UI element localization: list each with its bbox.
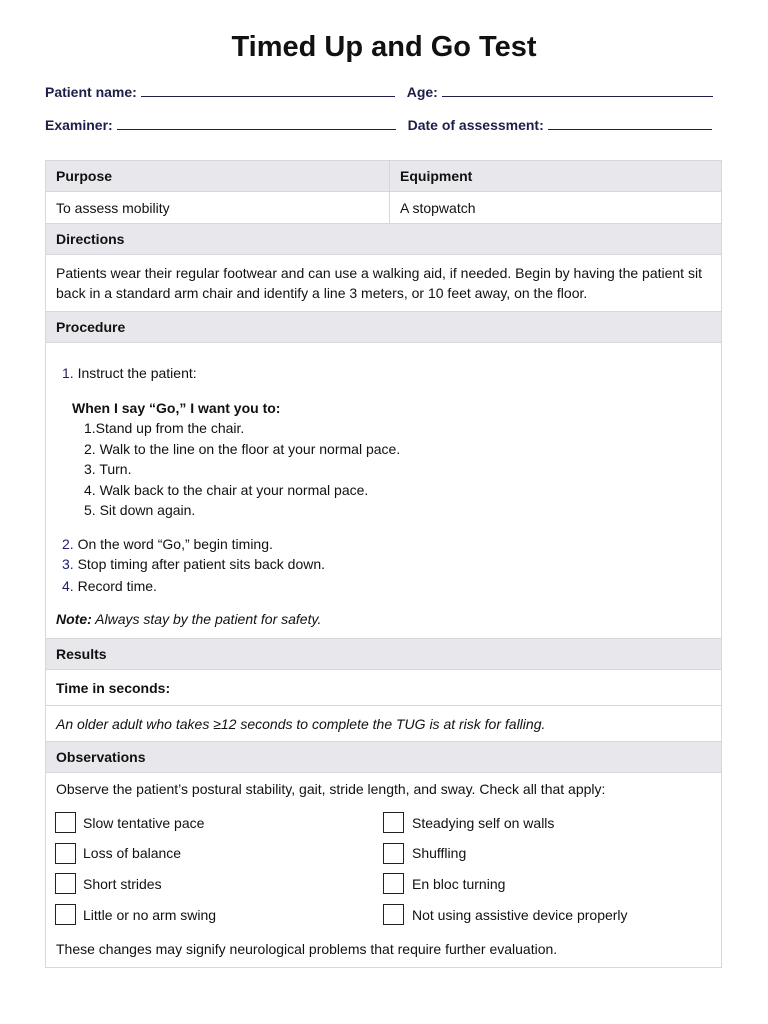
patient-info-row <box>45 82 725 100</box>
age-field[interactable] <box>442 82 713 97</box>
equipment-value: A stopwatch <box>390 192 721 224</box>
directions-header: Directions <box>46 224 721 255</box>
procedure-step-1: 1. Instruct the patient: <box>62 365 197 381</box>
examiner-field[interactable] <box>117 115 396 130</box>
checkbox-label: Loss of balance <box>83 845 182 861</box>
procedure-header: Procedure <box>46 312 721 343</box>
checkbox-label: Slow tentative pace <box>83 815 205 831</box>
checkbox-label: Not using assistive device properly <box>412 907 628 923</box>
sub-step-1: 1.Stand up from the chair. <box>84 420 245 436</box>
date-field[interactable] <box>548 115 712 130</box>
checkbox-label: Steadying self on walls <box>412 815 555 831</box>
page-title: Timed Up and Go Test <box>231 31 537 63</box>
checkbox-arm-swing[interactable] <box>55 904 76 925</box>
checkbox-assistive-device[interactable] <box>383 904 404 925</box>
purpose-equipment-row <box>46 192 721 224</box>
directions-text: Patients wear their regular footwear and can use a walking aid, if needed. Begin by having the patient sit back in a standard arm chair and identify a line 3 meters, or 10 feet away, on the floor. <box>46 255 721 312</box>
observations-footer: These changes may signify neurological problems that require further evaluation. <box>56 941 558 957</box>
checkbox-en-bloc-turning[interactable] <box>383 873 404 894</box>
sub-step-3: 3. Turn. <box>84 461 132 477</box>
sub-step-5: 5. Sit down again. <box>84 502 196 518</box>
equipment-header: Equipment <box>390 161 721 192</box>
checkbox-slow-tentative-pace[interactable] <box>55 812 76 833</box>
sub-step-4: 4. Walk back to the chair at your normal pace. <box>84 482 369 498</box>
checkbox-label: Shuffling <box>412 845 467 861</box>
checkbox-label: Little or no arm swing <box>83 907 217 923</box>
patient-name-field[interactable] <box>141 82 395 97</box>
procedure-step-3: 3. Stop timing after patient sits back down. <box>62 556 326 572</box>
checkbox-short-strides[interactable] <box>55 873 76 894</box>
fall-risk-text: An older adult who takes ≥12 seconds to complete the TUG is at risk for falling. <box>46 706 721 742</box>
observations-body <box>46 773 721 967</box>
purpose-header: Purpose <box>46 161 390 192</box>
procedure-step-4: 4. Record time. <box>62 578 157 594</box>
procedure-body <box>46 343 721 639</box>
time-in-seconds-label: Time in seconds: <box>46 670 721 706</box>
purpose-equipment-header-row <box>46 161 721 192</box>
checkbox-shuffling[interactable] <box>383 843 404 864</box>
instruction-intro: When I say “Go,” I want you to: <box>72 400 281 416</box>
date-label: Date of assessment: <box>407 117 544 133</box>
checkbox-loss-of-balance[interactable] <box>55 843 76 864</box>
examiner-label: Examiner: <box>45 117 113 133</box>
checkbox-label: Short strides <box>83 876 162 892</box>
sub-step-2: 2. Walk to the line on the floor at your normal pace. <box>84 441 401 457</box>
patient-name-label: Patient name: <box>45 84 137 100</box>
safety-note: Note: Always stay by the patient for safety. <box>56 611 322 627</box>
purpose-value: To assess mobility <box>46 192 390 224</box>
results-header: Results <box>46 639 721 670</box>
observations-intro: Observe the patient’s postural stability, gait, stride length, and sway. Check all that apply: <box>56 781 606 797</box>
checkbox-label: En bloc turning <box>412 876 506 892</box>
assessment-table <box>45 160 722 968</box>
procedure-step-2: 2. On the word “Go,” begin timing. <box>62 536 273 552</box>
examiner-info-row <box>45 115 725 133</box>
observations-header: Observations <box>46 742 721 773</box>
age-label: Age: <box>406 84 438 100</box>
checkbox-steadying-self[interactable] <box>383 812 404 833</box>
